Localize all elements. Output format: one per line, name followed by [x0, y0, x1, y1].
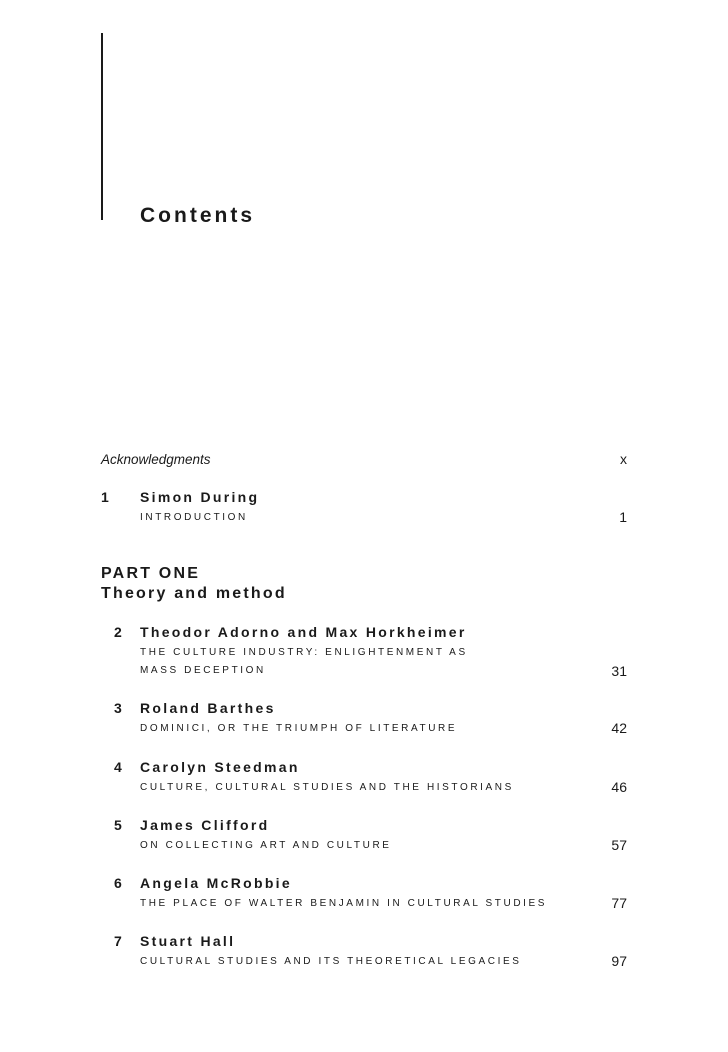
- acknowledgments-label: Acknowledgments: [101, 452, 211, 467]
- chapter-number: 3: [114, 700, 122, 716]
- chapter-page: 31: [611, 663, 627, 679]
- chapter-title: CULTURE, CULTURAL STUDIES AND THE HISTORIANS: [140, 782, 514, 793]
- chapter-number: 6: [114, 875, 122, 891]
- chapter-number: 1: [101, 489, 109, 505]
- chapter-page: 42: [611, 720, 627, 736]
- chapter-number: 5: [114, 817, 122, 833]
- chapter-page: 57: [611, 837, 627, 853]
- chapter-author: James Clifford: [140, 817, 270, 833]
- chapter-number: 2: [114, 624, 122, 640]
- toc-entry-chapter-7[interactable]: [101, 933, 627, 973]
- chapter-author: Simon During: [140, 489, 260, 505]
- toc-entry-chapter-3[interactable]: [101, 700, 627, 740]
- page-title: Contents: [140, 204, 255, 227]
- chapter-author: Stuart Hall: [140, 933, 236, 949]
- toc-entry-chapter-6[interactable]: [101, 875, 627, 915]
- chapter-page: 97: [611, 953, 627, 969]
- acknowledgments-page: x: [620, 451, 627, 467]
- chapter-author: Carolyn Steedman: [140, 759, 300, 775]
- chapter-title-line-1: THE CULTURE INDUSTRY: ENLIGHTENMENT AS: [140, 647, 468, 658]
- part-title: Theory and method: [101, 585, 287, 602]
- chapter-title: INTRODUCTION: [140, 512, 248, 523]
- chapter-author: Angela McRobbie: [140, 875, 292, 891]
- chapter-title: CULTURAL STUDIES AND ITS THEORETICAL LEGACIES: [140, 956, 522, 967]
- chapter-page: 46: [611, 779, 627, 795]
- chapter-page: 1: [619, 509, 627, 525]
- part-label: PART ONE: [101, 565, 201, 582]
- toc-entry-chapter-5[interactable]: [101, 817, 627, 857]
- chapter-title-line-2: MASS DECEPTION: [140, 665, 266, 676]
- chapter-title: THE PLACE OF WALTER BENJAMIN IN CULTURAL STUDIES: [140, 898, 548, 909]
- chapter-number: 7: [114, 933, 122, 949]
- chapter-author: Roland Barthes: [140, 700, 276, 716]
- margin-rule: [101, 33, 103, 220]
- toc-entry-acknowledgments[interactable]: [101, 451, 627, 467]
- chapter-number: 4: [114, 759, 122, 775]
- chapter-title: DOMINICI, OR THE TRIUMPH OF LITERATURE: [140, 723, 458, 734]
- toc-entry-chapter-4[interactable]: [101, 759, 627, 799]
- chapter-title: ON COLLECTING ART AND CULTURE: [140, 840, 392, 851]
- chapter-author: Theodor Adorno and Max Horkheimer: [140, 624, 467, 640]
- chapter-page: 77: [611, 895, 627, 911]
- toc-entry-chapter-1[interactable]: [101, 489, 627, 529]
- toc-entry-chapter-2[interactable]: [101, 624, 627, 680]
